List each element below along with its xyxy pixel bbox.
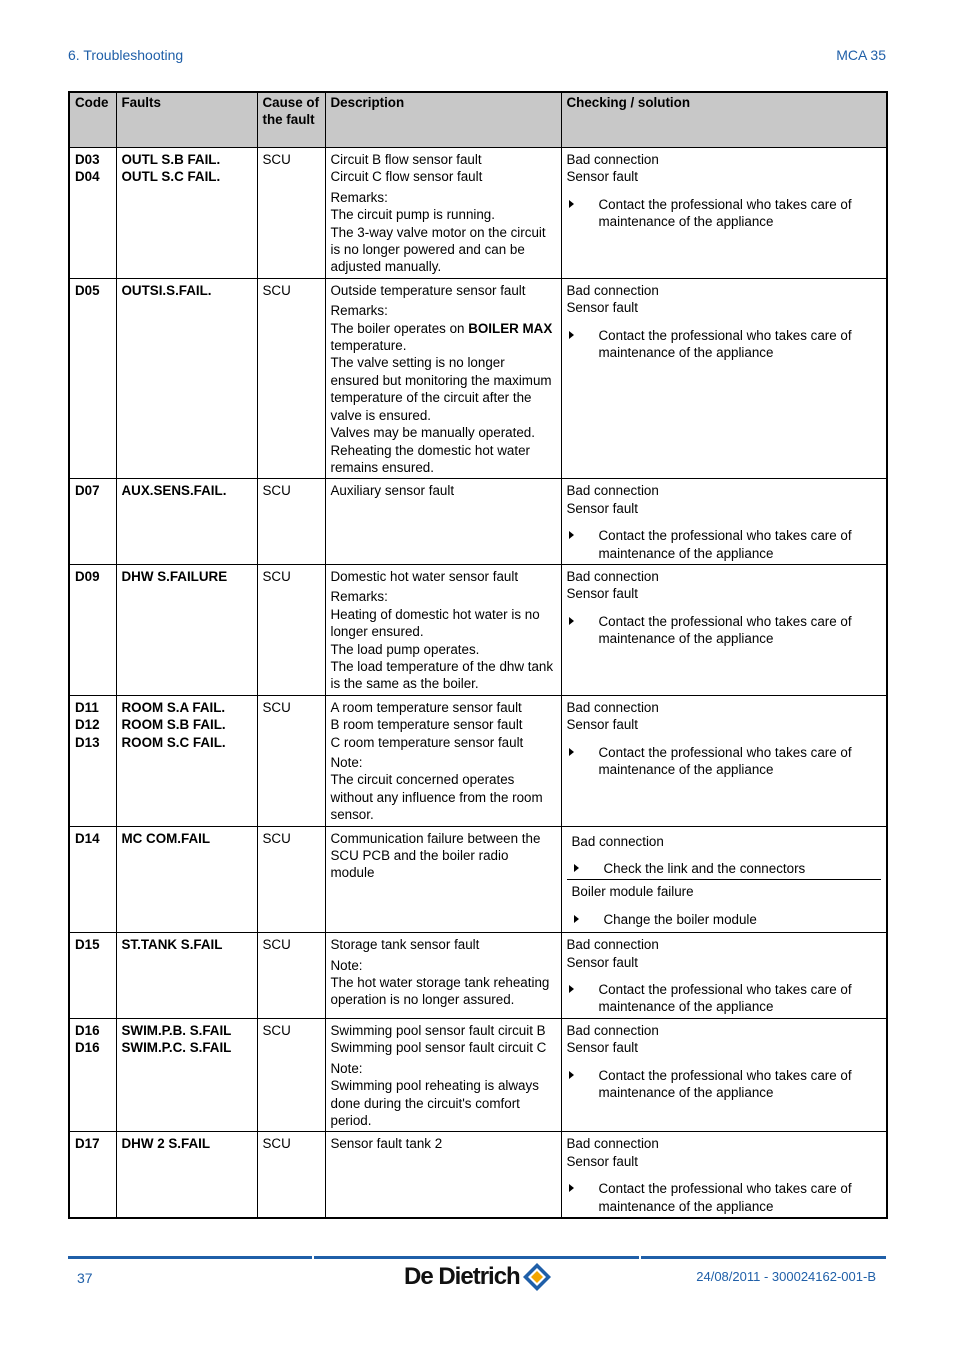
action-item bbox=[567, 1067, 882, 1102]
checking-solution bbox=[561, 695, 887, 826]
check-line: Bad connection bbox=[566, 1022, 659, 1038]
fault-code-cell bbox=[69, 695, 116, 826]
action-text: Contact the professional who takes care of maintenance of the appliance bbox=[598, 327, 852, 361]
section-title: 6. Troubleshooting bbox=[68, 47, 184, 63]
fault-code-cell bbox=[69, 1018, 116, 1131]
fault-name-cell bbox=[116, 695, 257, 826]
remarks-label: Note: bbox=[330, 1060, 363, 1076]
action-item bbox=[567, 744, 882, 779]
fault-name: ROOM S.C FAIL. bbox=[121, 734, 226, 750]
checking-solution bbox=[561, 278, 887, 478]
column-header: Checking / solution bbox=[561, 92, 887, 148]
checking-solution bbox=[561, 1018, 887, 1131]
check-line: Sensor fault bbox=[566, 300, 638, 316]
fault-code: D11 bbox=[75, 699, 99, 715]
description-line: Communication failure between the SCU PCB and the boiler radio module bbox=[330, 830, 541, 881]
page-number: 37 bbox=[77, 1270, 93, 1286]
bullet-arrow-icon bbox=[569, 617, 574, 625]
bullet-arrow-icon bbox=[569, 1071, 574, 1079]
fault-name-cell bbox=[116, 278, 257, 478]
description-line: Storage tank sensor fault bbox=[330, 937, 480, 953]
fault-code-cell bbox=[69, 479, 116, 565]
action-text: Check the link and the connectors bbox=[603, 861, 806, 877]
description-line: Circuit C flow sensor fault bbox=[330, 169, 483, 185]
description-line: A room temperature sensor fault bbox=[330, 699, 522, 715]
fault-name-cell bbox=[116, 1132, 257, 1218]
fault-description bbox=[325, 933, 561, 1019]
action-text: Contact the professional who takes care of maintenance of the appliance bbox=[598, 528, 852, 561]
fault-code: D16 bbox=[75, 1040, 100, 1056]
action-text: Contact the professional who takes care of maintenance of the appliance bbox=[598, 613, 852, 647]
fault-code: D12 bbox=[75, 717, 100, 733]
description-line: B room temperature sensor fault bbox=[330, 717, 523, 733]
remark-line: The circuit pump is running. bbox=[330, 207, 495, 223]
table-row bbox=[69, 826, 887, 933]
fault-name: OUTL S.B FAIL. bbox=[121, 152, 221, 167]
table-row bbox=[69, 695, 887, 826]
description-line: Domestic hot water sensor fault bbox=[330, 568, 519, 584]
table-header-row bbox=[69, 92, 887, 148]
fault-name: ROOM S.A FAIL. bbox=[121, 699, 226, 715]
remark-line: Swimming pool reheating is always done during the circuit's comfort period. bbox=[330, 1078, 539, 1128]
checking-solution bbox=[561, 933, 887, 1019]
fault-description bbox=[325, 695, 561, 826]
table-row bbox=[69, 1132, 887, 1218]
check-line: Sensor fault bbox=[566, 500, 638, 516]
fault-name-cell bbox=[116, 564, 257, 695]
remark-line: Reheating the domestic hot water remains ensured. bbox=[330, 442, 530, 475]
remark-line: The load pump operates. bbox=[330, 641, 480, 657]
fault-code-cell bbox=[69, 148, 116, 279]
checking-solution bbox=[561, 826, 887, 933]
remark-line bbox=[331, 320, 556, 355]
product-name: MCA 35 bbox=[836, 47, 886, 63]
check-line: Bad connection bbox=[566, 152, 659, 167]
fault-name: ROOM S.B FAIL. bbox=[121, 717, 226, 733]
checking-solution bbox=[561, 564, 887, 695]
checking-solution bbox=[561, 148, 887, 279]
check-line: Sensor fault bbox=[566, 1153, 638, 1169]
description-line: Swimming pool sensor fault circuit B bbox=[330, 1022, 546, 1038]
table-row bbox=[69, 148, 887, 279]
action-text: Contact the professional who takes care of maintenance of the appliance bbox=[598, 982, 852, 1015]
fault-code-cell bbox=[69, 564, 116, 695]
check-group bbox=[567, 830, 882, 880]
fault-description bbox=[325, 479, 561, 565]
action-item bbox=[572, 911, 877, 928]
check-line: Sensor fault bbox=[566, 954, 638, 970]
fault-code: D16 bbox=[75, 1022, 100, 1038]
fault-code: D17 bbox=[75, 1136, 100, 1152]
fault-name-cell bbox=[116, 826, 257, 933]
column-header: Description bbox=[325, 92, 561, 148]
brand-logo bbox=[404, 1261, 552, 1293]
column-header: Code bbox=[69, 92, 116, 148]
fault-code-cell bbox=[69, 1132, 116, 1218]
footer-rule bbox=[68, 1256, 886, 1259]
fault-cause: SCU bbox=[257, 564, 325, 695]
remarks-label: Remarks: bbox=[330, 303, 388, 319]
description-line: Sensor fault tank 2 bbox=[330, 1136, 443, 1152]
fault-cause: SCU bbox=[257, 148, 325, 279]
bullet-arrow-icon bbox=[569, 200, 574, 208]
fault-cause: SCU bbox=[257, 695, 325, 826]
bullet-arrow-icon bbox=[569, 1184, 574, 1192]
fault-code: D15 bbox=[75, 937, 100, 953]
fault-description bbox=[325, 826, 561, 933]
fault-description bbox=[325, 1132, 561, 1218]
fault-cause: SCU bbox=[257, 479, 325, 565]
table-row bbox=[69, 278, 887, 478]
fault-name-cell bbox=[116, 1018, 257, 1131]
fault-name: DHW S.FAILURE bbox=[121, 568, 228, 584]
fault-code-cell bbox=[69, 933, 116, 1019]
check-line: Sensor fault bbox=[566, 717, 638, 733]
table-row bbox=[69, 564, 887, 695]
fault-description bbox=[325, 278, 561, 478]
description-line: Outside temperature sensor fault bbox=[330, 282, 526, 298]
description-line: Circuit B flow sensor fault bbox=[330, 152, 482, 167]
check-line: Sensor fault bbox=[566, 1040, 638, 1056]
fault-name-cell bbox=[116, 479, 257, 565]
check-line: Bad connection bbox=[571, 833, 664, 849]
fault-code: D03 bbox=[75, 152, 100, 167]
bullet-arrow-icon bbox=[574, 864, 579, 872]
fault-name: SWIM.P.B. S.FAIL bbox=[121, 1022, 232, 1038]
fault-name-cell bbox=[116, 148, 257, 279]
table-row bbox=[69, 1018, 887, 1131]
remark-line: Heating of domestic hot water is no longer ensured. bbox=[330, 606, 540, 640]
action-text: Contact the professional who takes care of maintenance of the appliance bbox=[598, 744, 852, 777]
brand-name: De Dietrich bbox=[404, 1263, 520, 1290]
fault-code-cell bbox=[69, 278, 116, 478]
check-line: Bad connection bbox=[566, 282, 659, 298]
remark-text: The boiler operates on bbox=[330, 320, 469, 336]
fault-name: OUTL S.C FAIL. bbox=[121, 169, 221, 185]
action-item bbox=[567, 527, 882, 562]
action-item bbox=[567, 1180, 882, 1215]
fault-code-cell bbox=[69, 826, 116, 933]
bullet-arrow-icon bbox=[569, 748, 574, 756]
remarks-label: Note: bbox=[330, 755, 363, 770]
check-line: Sensor fault bbox=[566, 169, 638, 185]
remarks-label: Remarks: bbox=[330, 589, 388, 605]
fault-code: D07 bbox=[75, 483, 100, 499]
description-line: Swimming pool sensor fault circuit C bbox=[330, 1040, 547, 1056]
fault-description bbox=[325, 148, 561, 279]
bullet-arrow-icon bbox=[574, 915, 579, 923]
column-header: Faults bbox=[116, 92, 257, 148]
remark-line: The circuit concerned operates without any influence from the room sensor. bbox=[330, 772, 543, 823]
check-line: Boiler module failure bbox=[571, 884, 694, 900]
check-line: Bad connection bbox=[566, 937, 659, 953]
fault-description bbox=[325, 564, 561, 695]
remark-emphasis: BOILER MAX bbox=[468, 320, 553, 336]
description-line: C room temperature sensor fault bbox=[330, 734, 524, 750]
check-line: Bad connection bbox=[566, 483, 659, 499]
action-item bbox=[572, 860, 877, 877]
check-group bbox=[567, 879, 882, 930]
fault-cause: SCU bbox=[257, 933, 325, 1019]
fault-name: SWIM.P.C. S.FAIL bbox=[121, 1040, 232, 1056]
fault-name: MC COM.FAIL bbox=[121, 830, 211, 846]
remark-line: Valves may be manually operated. bbox=[330, 425, 535, 441]
fault-code: D13 bbox=[75, 734, 100, 750]
fault-cause: SCU bbox=[257, 1018, 325, 1131]
fault-cause: SCU bbox=[257, 826, 325, 933]
fault-cause: SCU bbox=[257, 278, 325, 478]
check-line: Sensor fault bbox=[566, 586, 638, 602]
fault-code: D05 bbox=[75, 282, 100, 298]
fault-name: AUX.SENS.FAIL. bbox=[121, 483, 227, 499]
bullet-arrow-icon bbox=[569, 331, 574, 339]
check-line: Bad connection bbox=[566, 568, 659, 584]
fault-cause: SCU bbox=[257, 1132, 325, 1218]
fault-name-cell bbox=[116, 933, 257, 1019]
remark-line: The load temperature of the dhw tank is the same as the boiler. bbox=[330, 658, 554, 692]
remark-line: The 3-way valve motor on the circuit is no longer powered and can be adjusted manually. bbox=[330, 224, 546, 275]
bullet-arrow-icon bbox=[569, 985, 574, 993]
action-text: Contact the professional who takes care of maintenance of the appliance bbox=[598, 1181, 852, 1214]
remark-line: The hot water storage tank reheating operation is no longer assured. bbox=[330, 975, 550, 1008]
action-text: Contact the professional who takes care of maintenance of the appliance bbox=[598, 196, 852, 230]
action-item bbox=[567, 613, 882, 648]
action-item bbox=[567, 327, 882, 362]
action-item bbox=[567, 196, 882, 231]
check-line: Bad connection bbox=[566, 699, 659, 715]
document-reference: 24/08/2011 - 300024162-001-B bbox=[696, 1269, 876, 1284]
diamond-logo-icon bbox=[522, 1262, 552, 1292]
column-header: Cause of the fault bbox=[257, 92, 325, 148]
action-text: Contact the professional who takes care of maintenance of the appliance bbox=[598, 1067, 852, 1101]
fault-table bbox=[68, 91, 888, 1219]
checking-solution bbox=[561, 479, 887, 565]
remark-line: The valve setting is no longer ensured but monitoring the maximum temperature of the circuit after the valve is ensured. bbox=[330, 355, 552, 423]
fault-name: OUTSI.S.FAIL. bbox=[121, 282, 212, 298]
fault-name: DHW 2 S.FAIL bbox=[121, 1136, 211, 1152]
remarks-label: Note: bbox=[330, 957, 363, 973]
fault-code: D14 bbox=[75, 830, 100, 846]
table-row bbox=[69, 933, 887, 1019]
description-line: Auxiliary sensor fault bbox=[330, 483, 455, 499]
fault-code: D04 bbox=[75, 169, 100, 185]
checking-solution bbox=[561, 1132, 887, 1218]
fault-code: D09 bbox=[75, 568, 100, 584]
action-text: Change the boiler module bbox=[603, 911, 757, 927]
table-row bbox=[69, 479, 887, 565]
check-line: Bad connection bbox=[566, 1136, 659, 1152]
fault-description bbox=[325, 1018, 561, 1131]
action-item bbox=[567, 981, 882, 1016]
remark-text: temperature. bbox=[330, 338, 407, 354]
bullet-arrow-icon bbox=[569, 531, 574, 539]
remarks-label: Remarks: bbox=[330, 189, 388, 205]
fault-name: ST.TANK S.FAIL bbox=[121, 937, 223, 953]
